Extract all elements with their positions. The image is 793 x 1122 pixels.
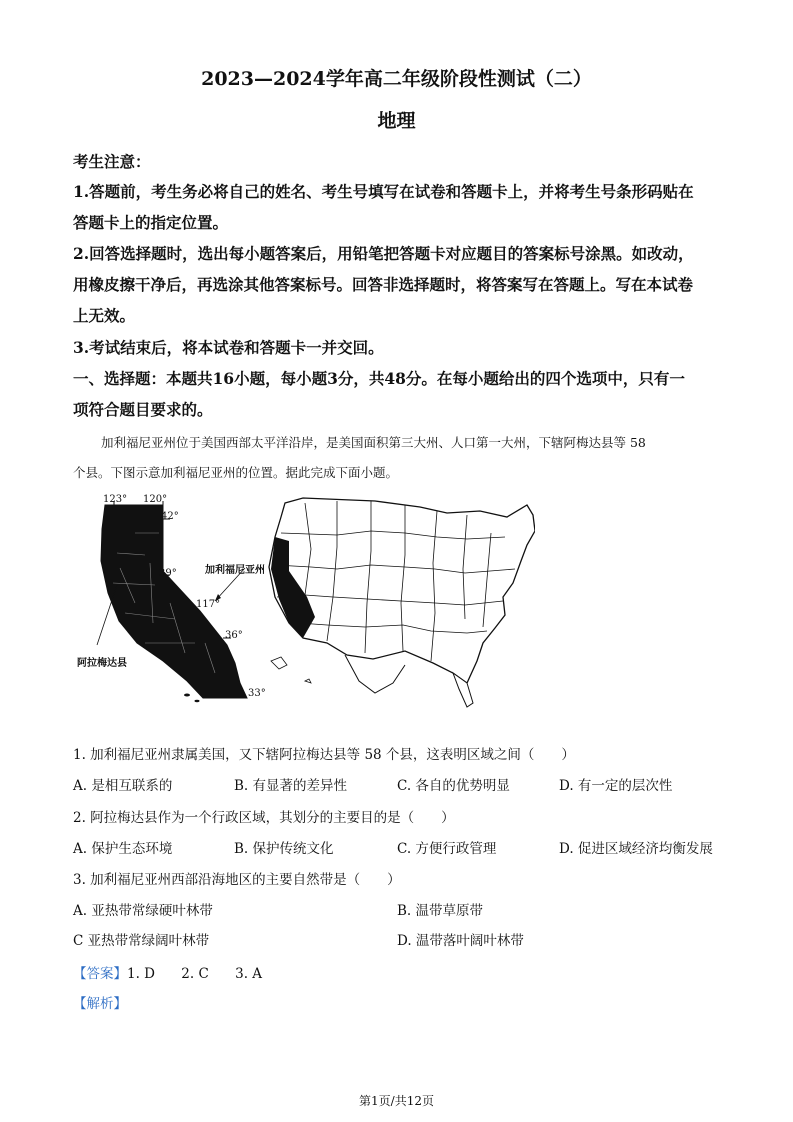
usa-map [215, 498, 535, 707]
notice-line: 2.回答选择题时，选出每小题答案后，用铅笔把答题卡对应题目的答案标号涂黑。如改动， [73, 244, 694, 263]
notice-line: 答题卡上的指定位置。 [73, 213, 229, 232]
option-b: B. 温带草原带 [397, 903, 484, 919]
lon-label-120: 120° [143, 494, 168, 505]
lat-label-33: 33° [248, 688, 266, 699]
answer-tag: 【答案】 [73, 966, 127, 982]
question-stem: 3. 加利福尼亚州西部沿海地区的主要自然带是（ ） [73, 872, 401, 888]
answer-item: 3. A [235, 966, 263, 982]
california-inset [97, 501, 247, 702]
option-b: B. 有显著的差异性 [234, 778, 348, 794]
notice-line: 上无效。 [73, 306, 136, 325]
option-b: B. 保护传统文化 [234, 841, 334, 857]
intro-text: 加利福尼亚州位于美国西部太平洋沿岸，是美国面积第三大州、人口第一大州，下辖阿梅达县等 58 [101, 435, 646, 450]
option-a: A. 是相互联系的 [73, 778, 173, 794]
map-graphic [75, 493, 535, 723]
answer-line [73, 962, 262, 982]
question-stem: 2. 阿拉梅达县作为一个行政区域，其划分的主要目的是（ ） [73, 810, 455, 826]
subject-title: 地理 [377, 110, 416, 132]
question-stem: 1. 加利福尼亚州隶属美国，又下辖阿拉梅达县等 58 个县，这表明区域之间（ ） [73, 747, 575, 763]
lon-label-123: 123° [103, 494, 128, 505]
option-a: A. 保护生态环境 [73, 841, 173, 857]
california-label: 加利福尼亚州 [205, 565, 265, 576]
option-d: D. 促进区域经济均衡发展 [559, 841, 713, 857]
option-c: C 亚热带常绿阔叶林带 [73, 933, 210, 949]
section-heading: 一、选择题：本题共16小题，每小题3分，共48分。在每小题给出的四个选项中，只有一 [73, 369, 685, 388]
notice-line: 3.考试结束后，将本试卷和答题卡一并交回。 [73, 338, 384, 357]
answer-item: 1. D [127, 966, 155, 982]
california-location-map [75, 493, 535, 723]
notice-line: 用橡皮擦干净后，再选涂其他答案标号。回答非选择题时，将答案写在答题上。写在本试卷 [73, 275, 694, 294]
notice-heading: 考生注意： [73, 152, 151, 171]
exam-title: 2023—2024学年高二年级阶段性测试（二） [201, 68, 592, 90]
page-number: 第1页/共12页 [359, 1094, 434, 1108]
lat-label-39: 39° [159, 568, 177, 579]
lon-label-117: 117° [196, 599, 221, 610]
section-heading: 项符合题目要求的。 [73, 400, 213, 419]
option-c: C. 方便行政管理 [397, 841, 497, 857]
alameda-label: 阿拉梅达县 [77, 658, 127, 669]
intro-text: 个县。下图示意加利福尼亚州的位置。据此完成下面小题。 [73, 465, 399, 480]
lat-label-42: 42° [161, 511, 179, 522]
option-c: C. 各自的优势明显 [397, 778, 510, 794]
option-a: A. 亚热带常绿硬叶林带 [73, 903, 213, 919]
lat-label-36: 36° [225, 630, 243, 641]
option-d: D. 有一定的层次性 [559, 778, 673, 794]
analysis-tag: 【解析】 [73, 996, 127, 1012]
option-d: D. 温带落叶阔叶林带 [397, 933, 524, 949]
notice-line: 1.答题前，考生务必将自己的姓名、考生号填写在试卷和答题卡上，并将考生号条形码贴在 [73, 182, 694, 201]
answer-item: 2. C [181, 966, 209, 982]
